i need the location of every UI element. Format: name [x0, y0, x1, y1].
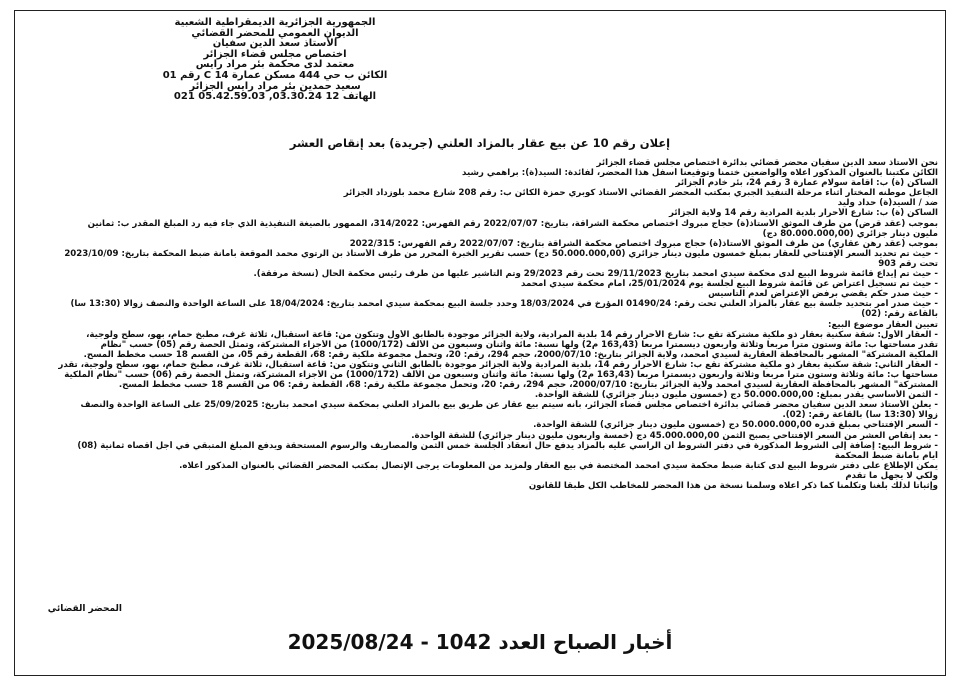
body-line: - يعلن الأستاذ سعد الدين سفيان محضر قضائي بدائرة اختصاص مجلس قضاء الجزائر، بأنه سيتم بيع عقار عن طريق بيع بالمزاد العلني بمحكمة سيدي امحمد بتاريخ: 25/09/2025 على الساعة الواحدة والنصف	[80, 400, 938, 411]
body-line: المشتركة" المشهر بالمحافظة العقارية لسيدي امحمد ولاية الجزائر بتاريخ: 2000/07/10، حجم 294، رقم: 20، وتحمل مجموعة ملكية رقم: 68، القطعة رقم: 06 من القسم 18 حسب مخطط المسح.	[118, 380, 938, 391]
body-line: مليون دينار جزائري (80.000.000,00 دج)	[762, 228, 938, 239]
body-line: يمكن الإطلاع على دفتر شروط البيع لدى كتابة ضبط محكمة سيدي امحمد المختصة في بيع العقار ولمزيد من المعلومات يرجى الإتصال بمكتب المحضر القضائي بالعنوان المذكور أعلاه.	[179, 460, 938, 471]
header-line: الهاتف 12 03.30.24, 05.42.59.03 021	[173, 91, 377, 103]
body-line: أيام بأمانة ضبط المحكمة	[834, 450, 938, 461]
body-line: الملكية المشتركة" المشهر بالمحافظة العقارية لسيدي امحمد، ولاية الجزائر بتاريخ: 2000/07/10، حجم 294، رقم: 20، وتحمل مجموعة ملكية رقم: 68، القطعة رقم 05، من القسم 18 حسب مخطط المسح.	[83, 349, 938, 360]
body-line: بموجب (عقد رهن عقاري) من طرف الموثق الأستاذ(ة) حجاج مبروك اختصاص محكمة الشراقة بتاريخ: 2022/07/07 رقم الفهرس: 2022/315	[349, 238, 938, 249]
header-line: الجمهورية الجزائرية الديمقراطية الشعبية	[174, 17, 376, 28]
body-line: نحن الأستاذ سعد الدين سفيان محضر قضائي بدائرة اختصاص مجلس قضاء الجزائر	[596, 158, 938, 168]
announcement-body	[20, 158, 938, 491]
body-line: - حيث تم تسجيل اعتراض عن قائمة شروط البيع لجلسة يوم 25/01/2024، أمام محكمة سيدي امحمد	[521, 279, 938, 290]
newspaper-footer: أخبار الصباح العدد 1042 - 2025/08/24	[287, 630, 673, 654]
header-line: الديوان العمومي للمحضر القضائي	[191, 27, 359, 39]
body-line: - العقار الأول: شقة سكنية بعقار ذو ملكية مشتركة تقع ب: شارع الأحرار رقم 14 بلدية المرادية، ولاية الجزائر موجودة بالطابق الأول وتتكون من: قاعة استقبال، ثلاثة غرف، مطبخ حمام، بهو، سطح ولوجية،	[86, 329, 938, 340]
body-line: - الثمن الأساسي يقدر بمبلغ: 50.000.000,00 دج (خمسون مليون دينار جزائري) للشقة الواحدة.	[534, 390, 938, 401]
body-line: تحت رقم 903	[878, 258, 938, 269]
header-line: الكائن ب حي 444 مسكن عمارة 14 C رقم 01	[162, 69, 388, 81]
body-line: - حيث تم تحديد السعر الإفتتاحي للعقار بمبلغ خمسون مليون دينار جزائري (50.000.000,00 دج) حسب تقرير الخبرة المحرر من طرف الأستاذ بن الرتوي محمد الموقعة بأمانة ضبط المحكمة بتاريخ: 2023/10/09	[64, 248, 938, 259]
body-line: مساحتها ب: مائة وثلاثة وستون مترا مربعا وثلاثة وأربعون ديسمترا مربعا (163,43 م2) ولها نسبة: مائة واثنان وسبعون من الألف (1000/172) من الأجزاء المشتركة، وتمثل الحصة رقم (06) حسب "نظام الملكية	[64, 369, 938, 380]
body-line: الكائن مكتبنا بالعنوان المذكور أعلاه والواضعين ختمنا وتوقيعنا أسفل هذا المحضر، لفائدة: السيد(ة): براهمي رشيد	[461, 168, 938, 179]
header-line: اختصاص مجلس قضاء الجزائر	[203, 48, 347, 60]
body-line: بموجب (عقد قرض) من طرف الموثق الأستاذ(ة) حجاج مبروك اختصاص محكمة الشراقة، بتاريخ: 2022/07/07 رقم الفهرس: 314/2022، الممهور بالصيغة التنفيذية الذي جاء فيه رد المبلغ المقدر ب: ثمانين	[87, 218, 938, 229]
body-line: - السعر الإفتتاحي بمبلغ قدره 50.000.000,00 دج (خمسون مليون دينار جزائري) للشقة الواحدة.	[533, 420, 938, 431]
body-line: - بعد إنقاص العشر من السعر الإفتتاحي يصبح الثمن 45.000.000,00 دج (خمسة وأربعون مليون دينار جزائري) للشقة الواحدة.	[411, 430, 938, 441]
body-line: - حيث تم إيداع قائمة شروط البيع لدى محكمة سيدي امحمد بتاريخ 29/11/2023 تحت رقم 29/2023 وتم التأشير عليها من طرف رئيس محكمة الحال (نسخة مرفقة).	[253, 269, 938, 280]
body-line: - حيث صدر أمر بتحديد جلسة بيع عقار بالمزاد العلني تحت رقم: 01490/24 المؤرخ في 18/03/2024 وحدد جلسة البيع بمحكمة سيدي امحمد بتاريخ: 18/04/2024 على الساعة الواحدة والنصف زوالا (13:30 سا)	[70, 299, 938, 310]
body-line: الساكن (ة) ب: اقامة سولام عمارة 3 رقم 24، بئر خادم الجزائر	[675, 178, 938, 189]
header-line: معتمد لدى محكمة بئر مراد رايس	[195, 59, 355, 71]
header-line: سعيد حمدين بئر مراد رايس الجزائر	[189, 80, 361, 92]
body-line: بالقاعة رقم: (02)	[861, 309, 938, 320]
body-line: ضد / السيد(ة) حداد وليد	[837, 198, 938, 209]
header-line: الأستاذ سعد الدين سفيان	[212, 38, 338, 50]
body-line: - شروط البيع: إضافة إلى الشروط المذكورة في دفتر الشروط أن الراسي عليه بالمزاد يدفع حال انعقاد الجلسة خمس الثمن والمصاريف والرسوم المستحقة ويدفع المبلغ المتبقي في أجل أقصاه ثمانية (08)	[77, 440, 938, 451]
body-line: تعيين العقار موضوع البيع:	[828, 319, 938, 330]
body-line: الساكن (ة) ب: شارع الأحرار بلدية المرادية رقم 14 ولاية الجزائر	[669, 208, 938, 219]
signature-label: المحضر القضائي	[47, 604, 122, 614]
bailiff-header	[120, 18, 430, 103]
body-line: - حيث صدر حكم يقضي برفض الإعتراض لعدم التأسيس	[708, 289, 938, 300]
body-line: وإثباتا لذلك بلغنا وتكلمنا كما ذكر أعلاه وسلمنا نسخة من هذا المحضر للمخاطب الكل طبقا للقانون	[528, 481, 938, 491]
body-line: - العقار الثاني: شقة سكنية بعقار ذو ملكية مشتركة تقع ب: شارع الأحرار رقم 14، بلدية المرادية ولاية الجزائر موجودة بالطابق الثاني وتتكون من: قاعة استقبال، ثلاثة غرف، مطبخ حمام، بهو، سطح ولوجية، تقدر	[58, 359, 938, 370]
body-line: تقدر مساحتها ب: مائة وستون مترا مربعا وثلاثة وأربعون ديسمترا مربعا (163,43 م2) ولها نسبة: مائة واثنان وسبعون من الألف (1000/172) من الأجزاء المشتركة، وتمثل الحصة رقم (05) حسب "نظام	[100, 339, 938, 350]
announcement-title: إعلان رقم 10 عن بيع عقار بالمزاد العلني (جريدة) بعد إنقاص العشر	[289, 136, 671, 150]
body-line: الجاعل موطنه المختار أثناء مرحلة التنفيذ الجبري بمكتب المحضر القضائي الأستاذ كوبري حمزة الكائن ب: رقم 208 شارع محمد بلوزداد الجزائر	[343, 188, 938, 199]
body-line: ولكي لا يجهل ما تقدم	[845, 470, 938, 481]
body-line: زوالا (13:30 سا) بالقاعة رقم: (02).	[782, 410, 938, 421]
